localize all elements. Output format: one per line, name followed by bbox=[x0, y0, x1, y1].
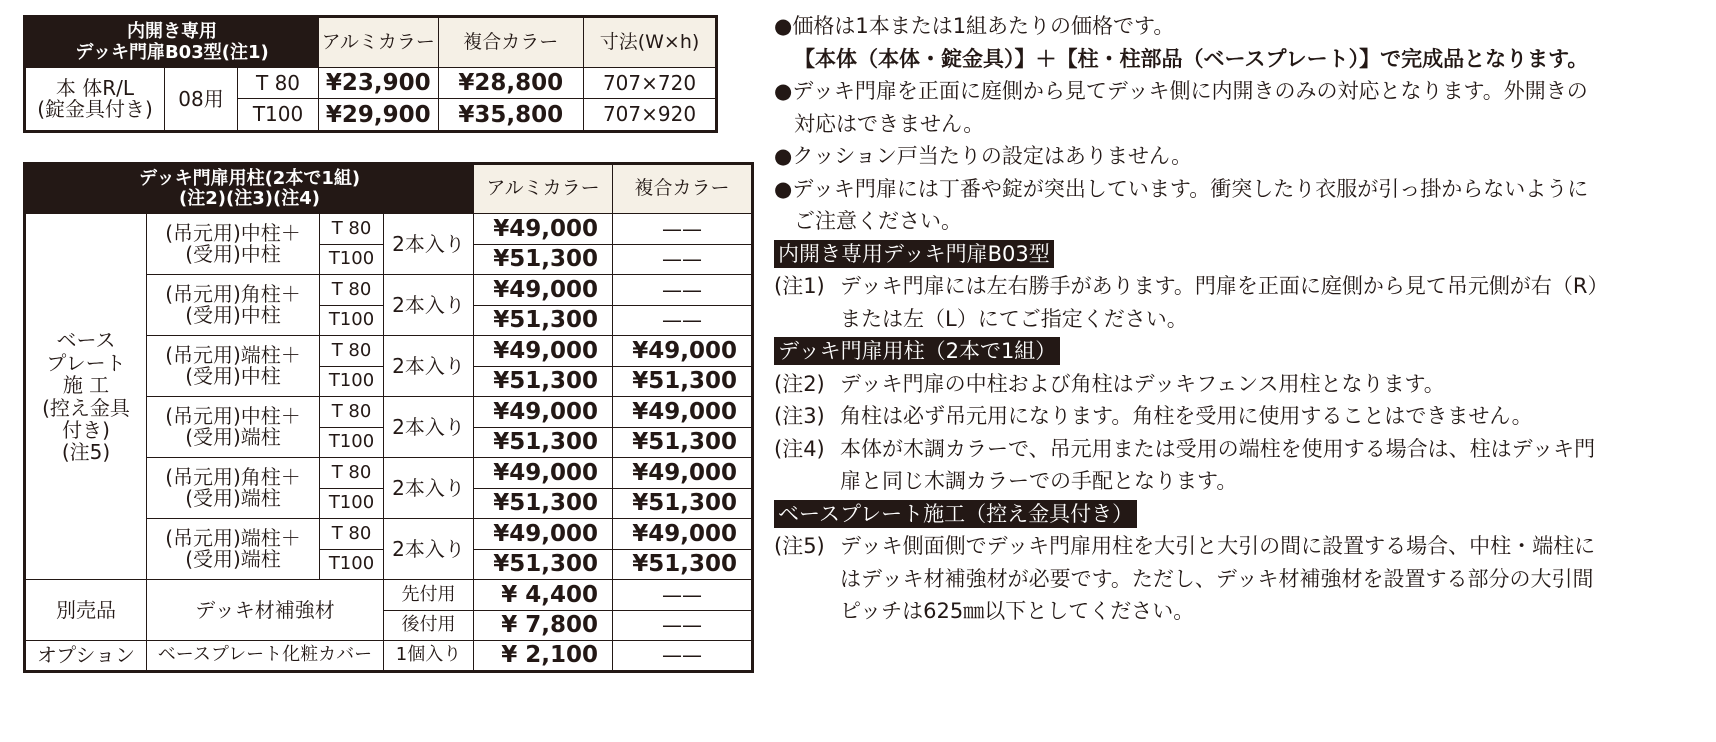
note-4-cont: 扉と同じ木調カラーでの手配となります。 bbox=[840, 469, 1238, 493]
post-type: T 80 bbox=[320, 397, 384, 428]
table1-col-fukugo: 複合カラー bbox=[438, 17, 583, 68]
post-price-alumi: ¥49,000 bbox=[474, 336, 613, 367]
separate-price-alumi: ¥ 7,800 bbox=[474, 611, 613, 641]
post-price-fukugo: ¥49,000 bbox=[613, 336, 753, 367]
option-label: オプション bbox=[25, 641, 147, 672]
side-label-line: 付き) bbox=[62, 417, 110, 442]
note-5-cont: はデッキ材補強材が必要です。ただし、デッキ材補強材を設置する部分の大引間 bbox=[840, 566, 1594, 591]
note-5-label: (注5) bbox=[774, 534, 825, 558]
option-price-fukugo: —— bbox=[613, 641, 753, 672]
note-text: 価格は1本または1組あたりの価格です。 bbox=[792, 14, 1175, 38]
post-combo-line: (吊元用)角柱＋ bbox=[165, 282, 301, 306]
note-bullet-2 bbox=[774, 75, 1704, 108]
side-label-line: (控え金具 bbox=[42, 395, 130, 420]
table2-header bbox=[25, 164, 474, 214]
post-combo-line: (吊元用)中柱＋ bbox=[165, 404, 301, 428]
note-bullet-3 bbox=[774, 140, 1704, 173]
note-1-cont: または左（L）にてご指定ください。 bbox=[840, 306, 1188, 331]
body-price-table bbox=[23, 15, 718, 133]
section-heading-1: 内開き専用デッキ門扉B03型 bbox=[774, 240, 1054, 268]
table1-header bbox=[25, 17, 319, 68]
table1-size-code: 08用 bbox=[165, 68, 238, 130]
post-price-fukugo: ¥49,000 bbox=[613, 397, 753, 428]
post-combo-line: (受用)中柱 bbox=[185, 242, 281, 266]
note-2-text: デッキ門扉の中柱および角柱はデッキフェンス用柱となります。 bbox=[840, 371, 1445, 396]
note-4 bbox=[774, 433, 1704, 466]
side-label-line: 施 工 bbox=[62, 373, 110, 398]
table1-row-label-cell bbox=[25, 68, 319, 132]
post-price-fukugo: —— bbox=[613, 306, 753, 336]
note-text: クッション戸当たりの設定はありません。 bbox=[792, 144, 1193, 168]
note-bullet-4-cont: ご注意ください。 bbox=[794, 209, 962, 233]
note-5-cont: ピッチは625㎜以下としてください。 bbox=[840, 599, 1195, 623]
note-bullet-2-cont: 対応はできません。 bbox=[794, 111, 985, 136]
note-1 bbox=[774, 270, 1704, 303]
table1-type-t80: T 80 bbox=[238, 68, 318, 99]
separate-item: デッキ材補強材 bbox=[147, 580, 384, 641]
separate-price-fukugo: —— bbox=[613, 580, 753, 611]
post-type: T100 bbox=[320, 245, 384, 275]
note-3-label: (注3) bbox=[774, 404, 825, 428]
post-type: T 80 bbox=[320, 275, 384, 306]
post-qty: 2本入り bbox=[384, 275, 474, 336]
separate-kind: 後付用 bbox=[384, 611, 474, 641]
post-price-alumi: ¥49,000 bbox=[474, 275, 613, 306]
post-qty: 2本入り bbox=[384, 214, 474, 275]
post-price-fukugo: —— bbox=[613, 245, 753, 275]
note-bullet-1 bbox=[774, 10, 1704, 43]
post-combo-line: (吊元用)端柱＋ bbox=[165, 343, 301, 367]
post-price-fukugo: ¥51,300 bbox=[613, 550, 753, 580]
table1-type-t100: T100 bbox=[252, 102, 304, 126]
post-combo-name bbox=[147, 458, 320, 519]
post-type: T 80 bbox=[320, 458, 384, 489]
table2-col-fukugo: 複合カラー bbox=[613, 164, 753, 214]
note-5 bbox=[774, 530, 1704, 563]
post-price-fukugo: ¥51,300 bbox=[613, 489, 753, 519]
post-price-alumi: ¥49,000 bbox=[474, 519, 613, 550]
post-price-alumi: ¥51,300 bbox=[474, 428, 613, 458]
table1-col-size: 寸法(W×h) bbox=[583, 17, 716, 68]
note-2 bbox=[774, 368, 1704, 401]
post-price-alumi: ¥49,000 bbox=[474, 214, 613, 245]
note-1-label: (注1) bbox=[774, 274, 825, 298]
separate-kind: 先付用 bbox=[384, 580, 474, 611]
table1-size-t100: 707×920 bbox=[583, 99, 716, 132]
post-price-alumi: ¥51,300 bbox=[474, 245, 613, 275]
section-heading-2-row bbox=[774, 335, 1704, 368]
section-heading-3: ベースプレート施工（控え金具付き） bbox=[774, 500, 1137, 528]
post-combo-line: (吊元用)端柱＋ bbox=[165, 526, 301, 550]
notes-panel bbox=[774, 10, 1704, 628]
table2-header-line1: デッキ門扉用柱(2本で1組) bbox=[138, 167, 361, 189]
post-qty: 2本入り bbox=[384, 336, 474, 397]
section-heading-2: デッキ門扉用柱（2本で1組） bbox=[774, 337, 1060, 365]
post-price-alumi: ¥51,300 bbox=[474, 306, 613, 336]
table1-row-label bbox=[26, 68, 165, 130]
post-combo-line: (吊元用)角柱＋ bbox=[165, 465, 301, 489]
side-label-line: (注5) bbox=[61, 440, 111, 465]
post-qty: 2本入り bbox=[384, 458, 474, 519]
post-type: T 80 bbox=[320, 336, 384, 367]
note-bullet-1-cont: 【本体（本体・錠金具）】＋【柱・柱部品（ベースプレート）】で完成品となります。 bbox=[794, 46, 1589, 71]
separate-price-fukugo: —— bbox=[613, 611, 753, 641]
post-combo-name bbox=[147, 519, 320, 580]
post-combo-name bbox=[147, 214, 320, 275]
post-type: T 80 bbox=[320, 519, 384, 550]
post-combo-name bbox=[147, 397, 320, 458]
post-type: T100 bbox=[320, 428, 384, 458]
table1-header-line2: デッキ門扉B03型(注1) bbox=[75, 41, 269, 63]
post-combo-line: (受用)中柱 bbox=[185, 364, 281, 388]
table1-price-alumi-t80: ¥23,900 bbox=[319, 68, 438, 99]
post-combo-line: (吊元用)中柱＋ bbox=[165, 221, 301, 245]
post-price-fukugo: ¥49,000 bbox=[613, 519, 753, 550]
post-combo-name bbox=[147, 336, 320, 397]
post-price-fukugo: ¥51,300 bbox=[613, 367, 753, 397]
option-price-alumi: ¥ 2,100 bbox=[474, 641, 613, 672]
post-price-fukugo: ¥49,000 bbox=[613, 458, 753, 489]
note-text: デッキ門扉を正面に庭側から見てデッキ側に内開きのみの対応となります。外開きの bbox=[792, 79, 1588, 103]
table1-row-label-line1: 本 体R/L bbox=[55, 76, 135, 100]
post-price-alumi: ¥51,300 bbox=[474, 489, 613, 519]
post-type: T100 bbox=[320, 550, 384, 580]
post-type: T100 bbox=[320, 367, 384, 397]
post-price-fukugo: —— bbox=[613, 275, 753, 306]
post-qty: 2本入り bbox=[384, 519, 474, 580]
post-combo-line: (受用)端柱 bbox=[185, 486, 281, 510]
separate-label: 別売品 bbox=[25, 580, 147, 641]
post-combo-line: (受用)端柱 bbox=[185, 425, 281, 449]
post-type: T100 bbox=[320, 489, 384, 519]
note-5-text: デッキ側面側でデッキ門扉用柱を大引と大引の間に設置する場合、中柱・端柱に bbox=[840, 534, 1596, 558]
post-price-alumi: ¥49,000 bbox=[474, 397, 613, 428]
section-heading-1-row bbox=[774, 238, 1704, 271]
post-price-alumi: ¥51,300 bbox=[474, 550, 613, 580]
post-combo-name bbox=[147, 275, 320, 336]
note-2-label: (注2) bbox=[774, 371, 825, 396]
note-3 bbox=[774, 400, 1704, 433]
note-4-label: (注4) bbox=[774, 436, 825, 461]
post-combo-line: (受用)中柱 bbox=[185, 303, 281, 327]
note-3-text: 角柱は必ず吊元用になります。角柱を受用に使用することはできません。 bbox=[840, 404, 1533, 428]
post-price-table bbox=[23, 162, 754, 673]
table1-row-label-line2: (錠金具付き) bbox=[37, 97, 153, 121]
note-1-text: デッキ門扉には左右勝手があります。門扉を正面に庭側から見て吊元側が右（R） bbox=[840, 274, 1609, 298]
post-price-fukugo: —— bbox=[613, 214, 753, 245]
table1-price-fukugo-t100: ¥35,800 bbox=[438, 99, 583, 132]
note-4-text: 本体が木調カラーで、吊元用または受用の端柱を使用する場合は、柱はデッキ門 bbox=[840, 436, 1596, 461]
table2-side-label bbox=[25, 214, 147, 580]
table1-col-alumi: アルミカラー bbox=[319, 17, 438, 68]
post-qty: 2本入り bbox=[384, 397, 474, 458]
table2-col-alumi: アルミカラー bbox=[474, 164, 613, 214]
table1-price-alumi-t100: ¥29,900 bbox=[319, 99, 438, 132]
post-price-alumi: ¥49,000 bbox=[474, 458, 613, 489]
side-label-line: プレート bbox=[46, 350, 126, 375]
option-kind: 1個入り bbox=[384, 641, 474, 672]
post-price-fukugo: ¥51,300 bbox=[613, 428, 753, 458]
post-type: T100 bbox=[320, 306, 384, 336]
side-label-line: ベース bbox=[56, 328, 116, 353]
table1-header-line1: 内開き専用 bbox=[127, 21, 218, 43]
post-price-alumi: ¥51,300 bbox=[474, 367, 613, 397]
note-bullet-4 bbox=[774, 173, 1704, 206]
note-text: デッキ門扉には丁番や錠が突出しています。衝突したり衣服が引っ掛からないように bbox=[792, 176, 1589, 201]
table2-header-line2: (注2)(注3)(注4) bbox=[179, 188, 320, 209]
section-heading-3-row bbox=[774, 498, 1704, 531]
separate-price-alumi: ¥ 4,400 bbox=[474, 580, 613, 611]
post-type: T 80 bbox=[320, 214, 384, 245]
option-item: ベースプレート化粧カバー bbox=[147, 641, 384, 672]
table1-price-fukugo-t80: ¥28,800 bbox=[438, 68, 583, 99]
post-combo-line: (受用)端柱 bbox=[185, 547, 281, 571]
table1-size-t80: 707×720 bbox=[583, 68, 716, 99]
